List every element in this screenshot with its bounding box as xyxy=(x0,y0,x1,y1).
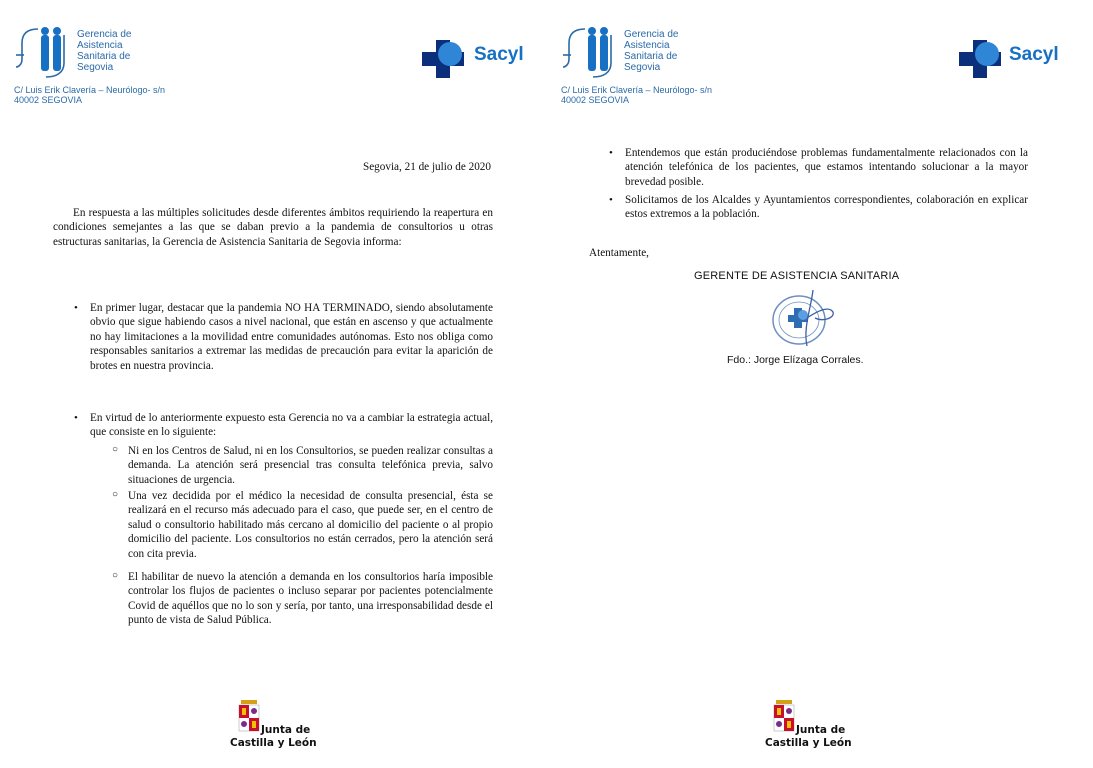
bullet-marker: • xyxy=(74,302,78,314)
sub-bullet-item xyxy=(112,570,493,628)
bullet-text: En virtud de lo anteriormente expuesto esta Gerencia no va a cambiar la estrategia actual, que consiste en lo siguiente: xyxy=(90,412,493,439)
junta-footer-logo xyxy=(230,700,320,752)
org-name xyxy=(624,29,678,73)
intro-paragraph: En respuesta a las múltiples solicitudes desde diferentes ámbitos requiriendo la reapertura en condiciones semejantes a las que se daban previo a la pandemia de consultorios u otras estructuras sanitarias, la Gerencia de Asistencia Sanitaria de Segovia informa: xyxy=(53,207,493,248)
sub-bullet-item xyxy=(112,489,493,561)
address-line-1: C/ Luis Erik Clavería – Neurólogo- s/n xyxy=(14,85,166,95)
coat-of-arms-icon xyxy=(773,700,795,732)
footer-line-1: Junta de xyxy=(796,724,846,736)
bullet-item xyxy=(74,411,493,440)
org-name xyxy=(77,29,131,73)
footer-line-1: Junta de xyxy=(261,724,311,736)
bullet-marker: • xyxy=(609,147,613,159)
closing: Atentamente, xyxy=(589,247,649,259)
sub-bullet-text: Una vez decidida por el médico la necesidad de consulta presencial, ésta se realizará en el recurso más adecuado para el caso, que puede ser, en el centro de salud o consultorio habilitado más cercano al domicilio del paciente o al propio domicilio del paciente. Los consultorios no están cerrados, pero la atención será con cita previa. xyxy=(128,490,493,560)
org-line: Asistencia xyxy=(624,40,670,51)
bullet-text: Entendemos que están produciéndose problemas fundamentalmente relacionados con la atención telefónica de los pacientes, que estamos intentando solucionar a la mayor brevedad posible. xyxy=(625,147,1028,188)
address-line-1: C/ Luis Erik Clavería – Neurólogo- s/n xyxy=(561,85,713,95)
org-line: Segovia xyxy=(77,62,114,73)
brand-name: Sacyl xyxy=(1009,44,1059,65)
sacyl-logo-icon xyxy=(420,38,470,80)
bullet-item xyxy=(74,301,493,373)
letter-page-2 xyxy=(547,0,1093,768)
bullet-text: En primer lugar, destacar que la pandemia NO HA TERMINADO, siendo absolutamente obvio que sigue habiendo casos a nivel nacional, que están en ascenso y que actualmente no hay limitaciones a la movilidad entre comunidades autónomas. Esto nos obliga como responsables sanitarios a extremar las medidas de precaución para evitar la aparición de brotes en nuestra provincia. xyxy=(90,302,493,372)
org-line: Asistencia xyxy=(77,40,123,51)
bullet-item xyxy=(609,146,1028,189)
sacyl-logo-icon xyxy=(957,38,1007,80)
address xyxy=(561,85,712,105)
coat-of-arms-icon xyxy=(238,700,260,732)
junta-footer-logo xyxy=(765,700,855,752)
signature-line: Fdo.: Jorge Elízaga Corrales. xyxy=(727,354,864,366)
footer-line-2: Castilla y León xyxy=(765,737,852,749)
signer-title: GERENTE DE ASISTENCIA SANITARIA xyxy=(694,270,900,282)
bullet-marker: • xyxy=(609,194,613,206)
org-line: Sanitaria de xyxy=(624,51,678,62)
sub-bullet-text: El habilitar de nuevo la atención a demanda en los consultorios haría imposible controlar los flujos de pacientes o incluso separar por pacientes potencialmente Covid de aquéllos que no lo son y sería, por tanto, una irresponsabilidad desde el punto de vista de Salud Pública. xyxy=(128,571,493,627)
address-line-2: 40002 SEGOVIA xyxy=(14,95,83,105)
letter-page-1 xyxy=(0,0,546,768)
sub-bullet-text: Ni en los Centros de Salud, ni en los Consultorios, se pueden realizar consultas a demanda. La atención será presencial tras consulta telefónica previa, salvo situaciones de urgencia. xyxy=(128,445,493,486)
official-stamp-icon xyxy=(763,288,843,348)
circle-bullet-icon: ○ xyxy=(112,444,119,455)
footer-line-2: Castilla y León xyxy=(230,737,317,749)
org-line: Segovia xyxy=(624,62,661,73)
address-line-2: 40002 SEGOVIA xyxy=(561,95,630,105)
gerencia-logo-icon xyxy=(563,25,623,80)
org-line: Sanitaria de xyxy=(77,51,131,62)
gerencia-logo-icon xyxy=(16,25,76,80)
circle-bullet-icon: ○ xyxy=(112,570,119,581)
circle-bullet-icon: ○ xyxy=(112,489,119,500)
brand-name: Sacyl xyxy=(474,44,524,65)
bullet-marker: • xyxy=(74,412,78,424)
bullet-item xyxy=(609,193,1028,222)
sub-bullet-item xyxy=(112,444,493,487)
address xyxy=(14,85,165,105)
org-line: Gerencia de xyxy=(77,29,132,40)
org-line: Gerencia de xyxy=(624,29,679,40)
letter-date: Segovia, 21 de julio de 2020 xyxy=(362,161,491,173)
bullet-text: Solicitamos de los Alcaldes y Ayuntamientos correspondientes, colaboración en explicar estos extremos a la población. xyxy=(625,194,1028,221)
